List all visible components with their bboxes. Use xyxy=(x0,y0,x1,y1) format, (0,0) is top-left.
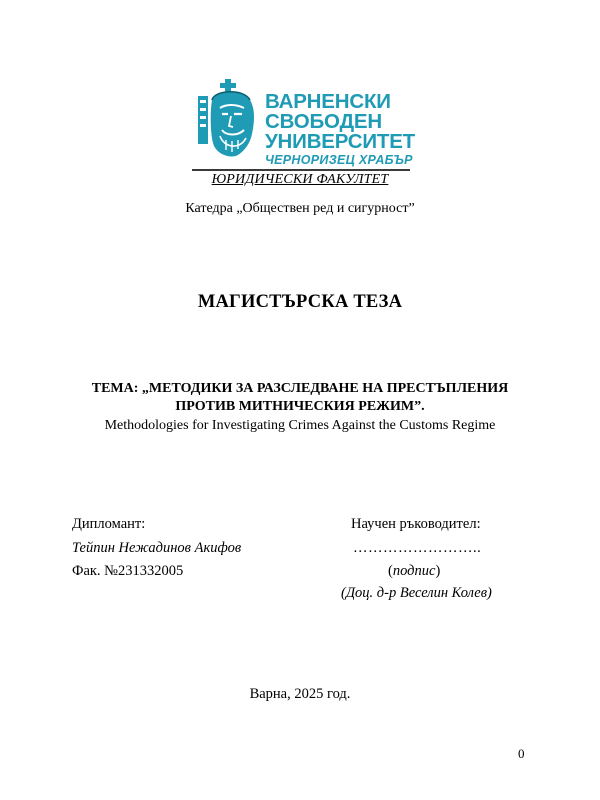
topic-title-english: Methodologies for Investigating Crimes Against the Customs Regime xyxy=(104,418,496,433)
department-heading: Катедра „Обществен ред и сигурност” xyxy=(185,201,415,216)
signature-line: …………………….. xyxy=(353,540,482,556)
faculty-heading: ЮРИДИЧЕСКИ ФАКУЛТЕТ xyxy=(211,172,389,187)
faculty-divider xyxy=(192,169,410,171)
supervisor-label: Научен ръководител: xyxy=(351,516,481,532)
university-name-line-1: ВАРНЕНСКИ xyxy=(265,90,391,113)
page-number: 0 xyxy=(518,746,525,761)
signature-open-paren: ( xyxy=(388,563,393,579)
university-name-line-2: СВОБОДЕН xyxy=(265,110,382,133)
graduate-name: Тейпин Нежадинов Акифов xyxy=(72,540,242,556)
topic-title-line-2: ПРОТИВ МИТНИЧЕСКИЯ РЕЖИМ”. xyxy=(175,399,425,414)
signature-word: подпис xyxy=(392,563,436,579)
graduate-label: Дипломант: xyxy=(72,516,146,532)
university-name-logo xyxy=(265,92,415,168)
signature-close-paren: ) xyxy=(435,563,441,579)
supervisor-name: (Доц. д-р Веселин Колев) xyxy=(341,585,492,601)
signature-caption xyxy=(388,563,440,580)
university-seal-icon xyxy=(196,78,260,160)
university-name-line-3: УНИВЕРСИТЕТ xyxy=(265,130,415,153)
faculty-number: Фак. №231332005 xyxy=(72,563,184,579)
topic-title-line-1: ТЕМА: „МЕТОДИКИ ЗА РАЗСЛЕДВАНЕ НА ПРЕСТЪПЛЕНИЯ xyxy=(91,381,509,396)
thesis-type-title: МАГИСТЪРСКА ТЕЗА xyxy=(197,292,403,312)
place-and-date: Варна, 2025 год. xyxy=(249,686,351,702)
university-subname: ЧЕРНОРИЗЕЦ ХРАБЪР xyxy=(265,153,413,167)
